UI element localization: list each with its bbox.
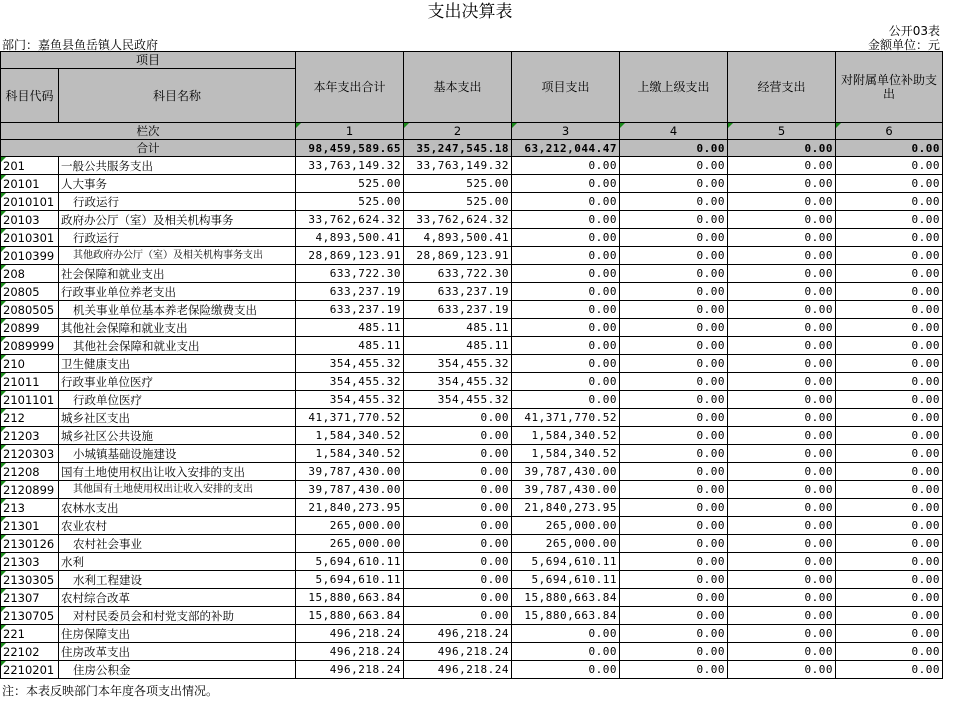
table-row xyxy=(1,517,943,535)
row-project: 0.00 xyxy=(512,391,620,409)
row-upper: 0.00 xyxy=(620,517,728,535)
row-project: 15,880,663.84 xyxy=(512,589,620,607)
table-row xyxy=(1,571,943,589)
row-name: 水利 xyxy=(59,553,296,571)
row-total: 633,722.30 xyxy=(296,265,404,283)
row-total: 354,455.32 xyxy=(296,391,404,409)
row-business: 0.00 xyxy=(728,157,836,175)
row-total: 265,000.00 xyxy=(296,535,404,553)
row-project: 0.00 xyxy=(512,337,620,355)
row-total: 496,218.24 xyxy=(296,643,404,661)
row-project: 0.00 xyxy=(512,229,620,247)
row-subsidy: 0.00 xyxy=(836,247,943,265)
row-business: 0.00 xyxy=(728,229,836,247)
row-name: 机关事业单位基本养老保险缴费支出 xyxy=(59,301,296,319)
row-upper: 0.00 xyxy=(620,283,728,301)
row-name: 对村民委员会和村党支部的补助 xyxy=(59,607,296,625)
row-total: 15,880,663.84 xyxy=(296,589,404,607)
row-basic: 0.00 xyxy=(404,481,512,499)
row-name: 住房公积金 xyxy=(59,661,296,679)
column-number-label: 栏次 xyxy=(1,123,296,140)
table-row xyxy=(1,247,943,265)
table-row xyxy=(1,301,943,319)
row-total: 39,787,430.00 xyxy=(296,481,404,499)
row-business: 0.00 xyxy=(728,445,836,463)
row-project: 265,000.00 xyxy=(512,535,620,553)
row-business: 0.00 xyxy=(728,355,836,373)
row-basic: 496,218.24 xyxy=(404,643,512,661)
row-name: 住房改革支出 xyxy=(59,643,296,661)
row-code: 2080505 xyxy=(1,301,59,319)
row-project: 0.00 xyxy=(512,643,620,661)
row-upper: 0.00 xyxy=(620,625,728,643)
row-total: 633,237.19 xyxy=(296,301,404,319)
row-project: 0.00 xyxy=(512,355,620,373)
table-row xyxy=(1,589,943,607)
row-project: 265,000.00 xyxy=(512,517,620,535)
row-name: 其他政府办公厅（室）及相关机构事务支出 xyxy=(59,247,296,265)
row-code: 2101101 xyxy=(1,391,59,409)
total-project: 63,212,044.47 xyxy=(512,140,620,157)
row-business: 0.00 xyxy=(728,625,836,643)
row-name: 卫生健康支出 xyxy=(59,355,296,373)
row-upper: 0.00 xyxy=(620,463,728,481)
row-code: 2010101 xyxy=(1,193,59,211)
column-number-1: 1 xyxy=(296,123,404,140)
row-project: 0.00 xyxy=(512,625,620,643)
table-row xyxy=(1,391,943,409)
report-title: 支出决算表 xyxy=(427,2,513,22)
row-business: 0.00 xyxy=(728,211,836,229)
row-business: 0.00 xyxy=(728,463,836,481)
table-row xyxy=(1,625,943,643)
row-basic: 633,237.19 xyxy=(404,301,512,319)
header-upper: 上缴上级支出 xyxy=(620,52,728,123)
row-project: 1,584,340.52 xyxy=(512,445,620,463)
row-project: 39,787,430.00 xyxy=(512,481,620,499)
row-project: 41,371,770.52 xyxy=(512,409,620,427)
row-basic: 0.00 xyxy=(404,427,512,445)
amount-unit-label: 金额单位：元 xyxy=(867,38,940,52)
row-name: 农业农村 xyxy=(59,517,296,535)
table-row xyxy=(1,193,943,211)
column-number-3: 3 xyxy=(512,123,620,140)
row-total: 1,584,340.52 xyxy=(296,427,404,445)
row-upper: 0.00 xyxy=(620,499,728,517)
row-subsidy: 0.00 xyxy=(836,661,943,679)
column-number-5: 5 xyxy=(728,123,836,140)
table-row xyxy=(1,337,943,355)
row-project: 0.00 xyxy=(512,175,620,193)
row-subsidy: 0.00 xyxy=(836,535,943,553)
header-total: 本年支出合计 xyxy=(296,52,404,123)
row-basic: 485.11 xyxy=(404,319,512,337)
row-total: 485.11 xyxy=(296,337,404,355)
row-name: 人大事务 xyxy=(59,175,296,193)
row-subsidy: 0.00 xyxy=(836,481,943,499)
row-total: 525.00 xyxy=(296,175,404,193)
row-name: 其他国有土地使用权出让收入安排的支出 xyxy=(59,481,296,499)
row-project: 15,880,663.84 xyxy=(512,607,620,625)
row-subsidy: 0.00 xyxy=(836,373,943,391)
row-basic: 33,763,149.32 xyxy=(404,157,512,175)
row-upper: 0.00 xyxy=(620,661,728,679)
row-basic: 354,455.32 xyxy=(404,391,512,409)
row-total: 525.00 xyxy=(296,193,404,211)
table-row xyxy=(1,265,943,283)
row-basic: 0.00 xyxy=(404,445,512,463)
row-business: 0.00 xyxy=(728,535,836,553)
table-row xyxy=(1,607,943,625)
row-business: 0.00 xyxy=(728,247,836,265)
table-row xyxy=(1,499,943,517)
row-total: 485.11 xyxy=(296,319,404,337)
row-basic: 525.00 xyxy=(404,193,512,211)
header-business: 经营支出 xyxy=(728,52,836,123)
row-upper: 0.00 xyxy=(620,427,728,445)
total-basic: 35,247,545.18 xyxy=(404,140,512,157)
row-upper: 0.00 xyxy=(620,319,728,337)
row-subsidy: 0.00 xyxy=(836,211,943,229)
row-upper: 0.00 xyxy=(620,355,728,373)
table-row xyxy=(1,643,943,661)
table-row xyxy=(1,211,943,229)
row-subsidy: 0.00 xyxy=(836,499,943,517)
row-business: 0.00 xyxy=(728,553,836,571)
form-number: 公开03表 xyxy=(888,24,940,38)
row-subsidy: 0.00 xyxy=(836,625,943,643)
row-basic: 0.00 xyxy=(404,589,512,607)
row-upper: 0.00 xyxy=(620,265,728,283)
table-row xyxy=(1,373,943,391)
row-name: 社会保障和就业支出 xyxy=(59,265,296,283)
row-subsidy: 0.00 xyxy=(836,157,943,175)
row-upper: 0.00 xyxy=(620,409,728,427)
row-business: 0.00 xyxy=(728,373,836,391)
row-code: 21307 xyxy=(1,589,59,607)
table-row xyxy=(1,661,943,679)
row-name: 行政运行 xyxy=(59,229,296,247)
header-subsidy: 对附属单位补助支出 xyxy=(836,52,943,123)
row-project: 0.00 xyxy=(512,373,620,391)
row-business: 0.00 xyxy=(728,427,836,445)
table-row xyxy=(1,319,943,337)
row-subsidy: 0.00 xyxy=(836,355,943,373)
row-code: 20899 xyxy=(1,319,59,337)
row-business: 0.00 xyxy=(728,481,836,499)
row-code: 20805 xyxy=(1,283,59,301)
row-total: 1,584,340.52 xyxy=(296,445,404,463)
row-subsidy: 0.00 xyxy=(836,517,943,535)
row-name: 政府办公厅（室）及相关机构事务 xyxy=(59,211,296,229)
column-number-2: 2 xyxy=(404,123,512,140)
row-name: 城乡社区支出 xyxy=(59,409,296,427)
row-upper: 0.00 xyxy=(620,301,728,319)
column-number-4: 4 xyxy=(620,123,728,140)
row-project: 0.00 xyxy=(512,247,620,265)
row-name: 行政单位医疗 xyxy=(59,391,296,409)
row-upper: 0.00 xyxy=(620,391,728,409)
row-total: 265,000.00 xyxy=(296,517,404,535)
row-subsidy: 0.00 xyxy=(836,391,943,409)
row-subsidy: 0.00 xyxy=(836,427,943,445)
row-total: 5,694,610.11 xyxy=(296,571,404,589)
row-subsidy: 0.00 xyxy=(836,193,943,211)
row-basic: 633,237.19 xyxy=(404,283,512,301)
row-basic: 0.00 xyxy=(404,499,512,517)
row-total: 15,880,663.84 xyxy=(296,607,404,625)
row-business: 0.00 xyxy=(728,661,836,679)
row-business: 0.00 xyxy=(728,337,836,355)
row-code: 2120899 xyxy=(1,481,59,499)
row-code: 210 xyxy=(1,355,59,373)
row-total: 496,218.24 xyxy=(296,625,404,643)
row-basic: 0.00 xyxy=(404,463,512,481)
row-basic: 0.00 xyxy=(404,517,512,535)
row-subsidy: 0.00 xyxy=(836,463,943,481)
row-subsidy: 0.00 xyxy=(836,175,943,193)
row-business: 0.00 xyxy=(728,265,836,283)
row-project: 21,840,273.95 xyxy=(512,499,620,517)
row-code: 2130126 xyxy=(1,535,59,553)
row-subsidy: 0.00 xyxy=(836,409,943,427)
row-project: 1,584,340.52 xyxy=(512,427,620,445)
row-name: 行政事业单位医疗 xyxy=(59,373,296,391)
row-business: 0.00 xyxy=(728,589,836,607)
row-name: 农村社会事业 xyxy=(59,535,296,553)
row-basic: 4,893,500.41 xyxy=(404,229,512,247)
row-code: 21203 xyxy=(1,427,59,445)
row-project: 39,787,430.00 xyxy=(512,463,620,481)
row-code: 208 xyxy=(1,265,59,283)
row-total: 354,455.32 xyxy=(296,355,404,373)
row-basic: 0.00 xyxy=(404,535,512,553)
row-business: 0.00 xyxy=(728,643,836,661)
row-code: 2120303 xyxy=(1,445,59,463)
header-name: 科目名称 xyxy=(59,69,296,123)
row-basic: 633,722.30 xyxy=(404,265,512,283)
row-total: 33,763,149.32 xyxy=(296,157,404,175)
row-code: 21208 xyxy=(1,463,59,481)
row-name: 行政运行 xyxy=(59,193,296,211)
row-upper: 0.00 xyxy=(620,643,728,661)
row-subsidy: 0.00 xyxy=(836,229,943,247)
row-project: 0.00 xyxy=(512,661,620,679)
row-total: 496,218.24 xyxy=(296,661,404,679)
row-code: 2010399 xyxy=(1,247,59,265)
row-name: 农林水支出 xyxy=(59,499,296,517)
table-row xyxy=(1,427,943,445)
row-code: 212 xyxy=(1,409,59,427)
row-business: 0.00 xyxy=(728,607,836,625)
table-row xyxy=(1,481,943,499)
table-row xyxy=(1,409,943,427)
row-total: 4,893,500.41 xyxy=(296,229,404,247)
total-row xyxy=(1,140,943,157)
row-code: 213 xyxy=(1,499,59,517)
row-subsidy: 0.00 xyxy=(836,319,943,337)
column-number-row xyxy=(1,123,943,140)
row-total: 39,787,430.00 xyxy=(296,463,404,481)
row-code: 2089999 xyxy=(1,337,59,355)
expenditure-table xyxy=(0,51,943,679)
footnote: 注：本表反映部门本年度各项支出情况。 xyxy=(2,684,219,698)
table-row xyxy=(1,445,943,463)
row-upper: 0.00 xyxy=(620,211,728,229)
row-upper: 0.00 xyxy=(620,337,728,355)
row-name: 小城镇基础设施建设 xyxy=(59,445,296,463)
row-code: 22102 xyxy=(1,643,59,661)
row-total: 633,237.19 xyxy=(296,283,404,301)
row-business: 0.00 xyxy=(728,571,836,589)
row-name: 行政事业单位养老支出 xyxy=(59,283,296,301)
row-basic: 0.00 xyxy=(404,409,512,427)
row-name: 水利工程建设 xyxy=(59,571,296,589)
row-total: 354,455.32 xyxy=(296,373,404,391)
row-project: 0.00 xyxy=(512,211,620,229)
header-basic: 基本支出 xyxy=(404,52,512,123)
row-upper: 0.00 xyxy=(620,571,728,589)
row-business: 0.00 xyxy=(728,319,836,337)
column-number-6: 6 xyxy=(836,123,943,140)
row-project: 0.00 xyxy=(512,283,620,301)
row-business: 0.00 xyxy=(728,409,836,427)
row-project: 0.00 xyxy=(512,319,620,337)
row-business: 0.00 xyxy=(728,283,836,301)
table-row xyxy=(1,535,943,553)
row-name: 其他社会保障和就业支出 xyxy=(59,337,296,355)
row-code: 2130705 xyxy=(1,607,59,625)
row-business: 0.00 xyxy=(728,517,836,535)
row-code: 21011 xyxy=(1,373,59,391)
row-basic: 33,762,624.32 xyxy=(404,211,512,229)
row-business: 0.00 xyxy=(728,391,836,409)
row-business: 0.00 xyxy=(728,193,836,211)
row-subsidy: 0.00 xyxy=(836,301,943,319)
row-business: 0.00 xyxy=(728,301,836,319)
row-code: 20103 xyxy=(1,211,59,229)
row-basic: 496,218.24 xyxy=(404,661,512,679)
table-row xyxy=(1,229,943,247)
row-total: 5,694,610.11 xyxy=(296,553,404,571)
row-basic: 525.00 xyxy=(404,175,512,193)
row-code: 20101 xyxy=(1,175,59,193)
row-subsidy: 0.00 xyxy=(836,571,943,589)
row-project: 5,694,610.11 xyxy=(512,571,620,589)
row-name: 国有土地使用权出让收入安排的支出 xyxy=(59,463,296,481)
row-subsidy: 0.00 xyxy=(836,553,943,571)
row-code: 21301 xyxy=(1,517,59,535)
row-name: 一般公共服务支出 xyxy=(59,157,296,175)
row-upper: 0.00 xyxy=(620,607,728,625)
row-code: 2130305 xyxy=(1,571,59,589)
row-total: 28,869,123.91 xyxy=(296,247,404,265)
table-row xyxy=(1,283,943,301)
row-upper: 0.00 xyxy=(620,535,728,553)
row-upper: 0.00 xyxy=(620,481,728,499)
row-project: 0.00 xyxy=(512,265,620,283)
department-label: 部门：嘉鱼县鱼岳镇人民政府 xyxy=(2,38,159,52)
row-project: 0.00 xyxy=(512,157,620,175)
row-upper: 0.00 xyxy=(620,157,728,175)
row-total: 21,840,273.95 xyxy=(296,499,404,517)
row-upper: 0.00 xyxy=(620,175,728,193)
row-code: 2210201 xyxy=(1,661,59,679)
row-name: 农村综合改革 xyxy=(59,589,296,607)
row-upper: 0.00 xyxy=(620,589,728,607)
row-upper: 0.00 xyxy=(620,553,728,571)
row-subsidy: 0.00 xyxy=(836,445,943,463)
header-code: 科目代码 xyxy=(1,69,59,123)
row-business: 0.00 xyxy=(728,499,836,517)
total-amount: 98,459,589.65 xyxy=(296,140,404,157)
row-basic: 0.00 xyxy=(404,607,512,625)
table-row xyxy=(1,175,943,193)
table-row xyxy=(1,355,943,373)
row-code: 2010301 xyxy=(1,229,59,247)
row-basic: 28,869,123.91 xyxy=(404,247,512,265)
row-upper: 0.00 xyxy=(620,373,728,391)
header-project-expense: 项目支出 xyxy=(512,52,620,123)
total-label: 合计 xyxy=(1,140,296,157)
total-business: 0.00 xyxy=(728,140,836,157)
row-upper: 0.00 xyxy=(620,445,728,463)
row-code: 21303 xyxy=(1,553,59,571)
row-name: 其他社会保障和就业支出 xyxy=(59,319,296,337)
header-project: 项目 xyxy=(1,52,296,69)
row-total: 33,762,624.32 xyxy=(296,211,404,229)
row-upper: 0.00 xyxy=(620,193,728,211)
row-basic: 0.00 xyxy=(404,571,512,589)
row-subsidy: 0.00 xyxy=(836,283,943,301)
row-basic: 354,455.32 xyxy=(404,355,512,373)
row-name: 住房保障支出 xyxy=(59,625,296,643)
row-subsidy: 0.00 xyxy=(836,337,943,355)
row-business: 0.00 xyxy=(728,175,836,193)
row-subsidy: 0.00 xyxy=(836,643,943,661)
row-project: 5,694,610.11 xyxy=(512,553,620,571)
row-name: 城乡社区公共设施 xyxy=(59,427,296,445)
row-code: 221 xyxy=(1,625,59,643)
row-subsidy: 0.00 xyxy=(836,607,943,625)
row-basic: 354,455.32 xyxy=(404,373,512,391)
row-basic: 485.11 xyxy=(404,337,512,355)
row-project: 0.00 xyxy=(512,193,620,211)
row-code: 201 xyxy=(1,157,59,175)
row-subsidy: 0.00 xyxy=(836,589,943,607)
row-upper: 0.00 xyxy=(620,247,728,265)
row-total: 41,371,770.52 xyxy=(296,409,404,427)
row-basic: 496,218.24 xyxy=(404,625,512,643)
table-row xyxy=(1,463,943,481)
row-basic: 0.00 xyxy=(404,553,512,571)
row-project: 0.00 xyxy=(512,301,620,319)
table-row xyxy=(1,553,943,571)
table-row xyxy=(1,157,943,175)
total-upper: 0.00 xyxy=(620,140,728,157)
total-subsidy: 0.00 xyxy=(836,140,943,157)
row-upper: 0.00 xyxy=(620,229,728,247)
row-subsidy: 0.00 xyxy=(836,265,943,283)
